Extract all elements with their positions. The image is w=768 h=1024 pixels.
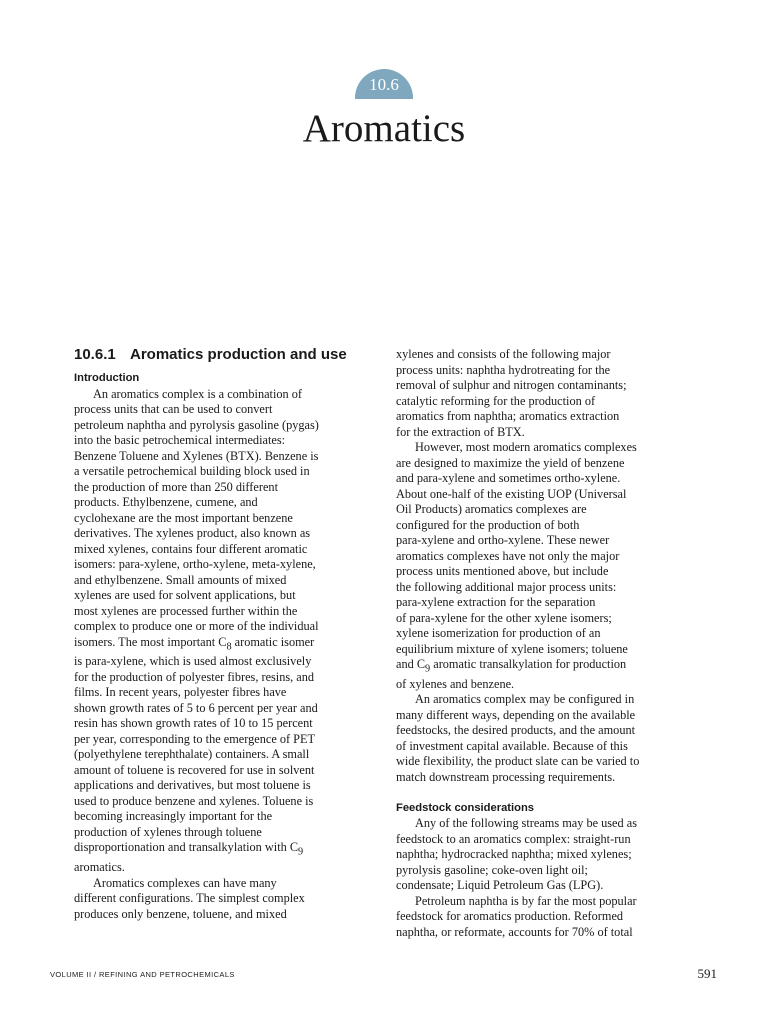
right-p2-text-cont: aromatic transalkylation for production of xylenes and benzene. xyxy=(396,657,627,691)
page-number: 591 xyxy=(697,966,717,981)
intro-p1-subscript-2: 9 xyxy=(298,846,304,858)
right-column xyxy=(396,347,678,940)
right-p2-text: However, most modern aromatics complexes are designed to maximize the yield of benzene and para-xylene and sometimes ortho-xylene. About one-half of the existing UOP (Universal Oil Products) aromatics complexes are configured for the production of both para-xylene and ortho-xylene. These newer aromatics complexes have not only the major process units mentioned above, but include the following additional major process units: para-xylene extraction for the separation of para-xylene for the other xylene isomers; xylene isomerization for production of an equilibrium mixture of xylene isomers; toluene and C xyxy=(396,440,637,671)
intro-paragraph-1 xyxy=(74,387,359,876)
right-paragraph-1: xylenes and consists of the following major process units: naphtha hydrotreating for the removal of sulphur and nitrogen contaminants; catalytic reforming for the production of aromatics from naphtha; aromatics extraction for the extraction of BTX. xyxy=(396,347,627,439)
right-p2-subscript: 9 xyxy=(425,663,431,675)
intro-p1-text-end: aromatics. xyxy=(74,860,125,875)
intro-p1-subscript: 8 xyxy=(226,640,232,652)
right-paragraph-4: Any of the following streams may be used as feedstock to an aromatics complex: straight-run naphtha; hydrocracked naphtha; mixed xylenes; pyrolysis gasoline; coke-oven light oil; condensate; Liquid Petroleum Gas (LPG). xyxy=(396,816,637,893)
intro-p1-text: An aromatics complex is a combination of process units that can be used to convert petroleum naphtha and pyrolysis gasoline (pygas) into the basic petrochemical intermediates: Benzene Toluene and Xylenes (BTX). Benzene is a versatile petrochemical building block used in the production of more than 250 different products. Ethylbenzene, cumene, and cyclohexane are the most important benzene derivatives. The xylenes product, also known as mixed xylenes, contains four different aromatic isomers: para-xylene, ortho-xylene, meta-xylene, and ethylbenzene. Small amounts of mixed xylenes are used for solvent applications, but most xylenes are processed further within the complex to produce one or more of the individual isomers. The most important C xyxy=(74,386,319,649)
section-heading-number: 10.6.1 xyxy=(74,346,116,363)
right-paragraph-2 xyxy=(396,440,678,692)
section-heading-title: Aromatics production and use xyxy=(130,346,347,363)
introduction-heading: Introduction xyxy=(74,372,140,384)
section-number-badge: 10.6 xyxy=(355,69,413,99)
chapter-title: Aromatics xyxy=(302,107,466,150)
intro-p1-text-cont: aromatic isomer is para-xylene, which is used almost exclusively for the production of polyester fibres, resins, and films. In recent years, polyester fibres have shown growth rates of 5 to 6 percent per year and resin has shown growth rates of 10 to 15 percent per year, corresponding to the emergence of PET (polyethylene terephthalate) containers. A small amount of toluene is recovered for use in solvent applications and derivatives, but most toluene is used to produce benzene and xylenes. Toluene is becoming increasingly important for the production of xylenes through toluene disproportionation and transalkylation with C xyxy=(74,634,318,855)
right-paragraph-3: An aromatics complex may be configured in many different ways, depending on the available feedstocks, the desired products, and the amount of investment capital available. Because of this wide flexibility, the product slate can be varied to match downstream processing requirements. xyxy=(396,692,640,784)
section-heading xyxy=(74,347,359,363)
intro-paragraph-2: Aromatics complexes can have many different configurations. The simplest complex produces only benzene, toluene, and mixed xyxy=(74,875,305,921)
right-paragraph-5: Petroleum naphtha is by far the most popular feedstock for aromatics production. Reformed naphtha, or reformate, accounts for 70% of total xyxy=(396,893,637,939)
footer-volume: VOLUME II / REFINING AND PETROCHEMICALS xyxy=(50,970,235,979)
feedstock-heading: Feedstock considerations xyxy=(396,801,535,814)
left-column xyxy=(74,347,359,922)
